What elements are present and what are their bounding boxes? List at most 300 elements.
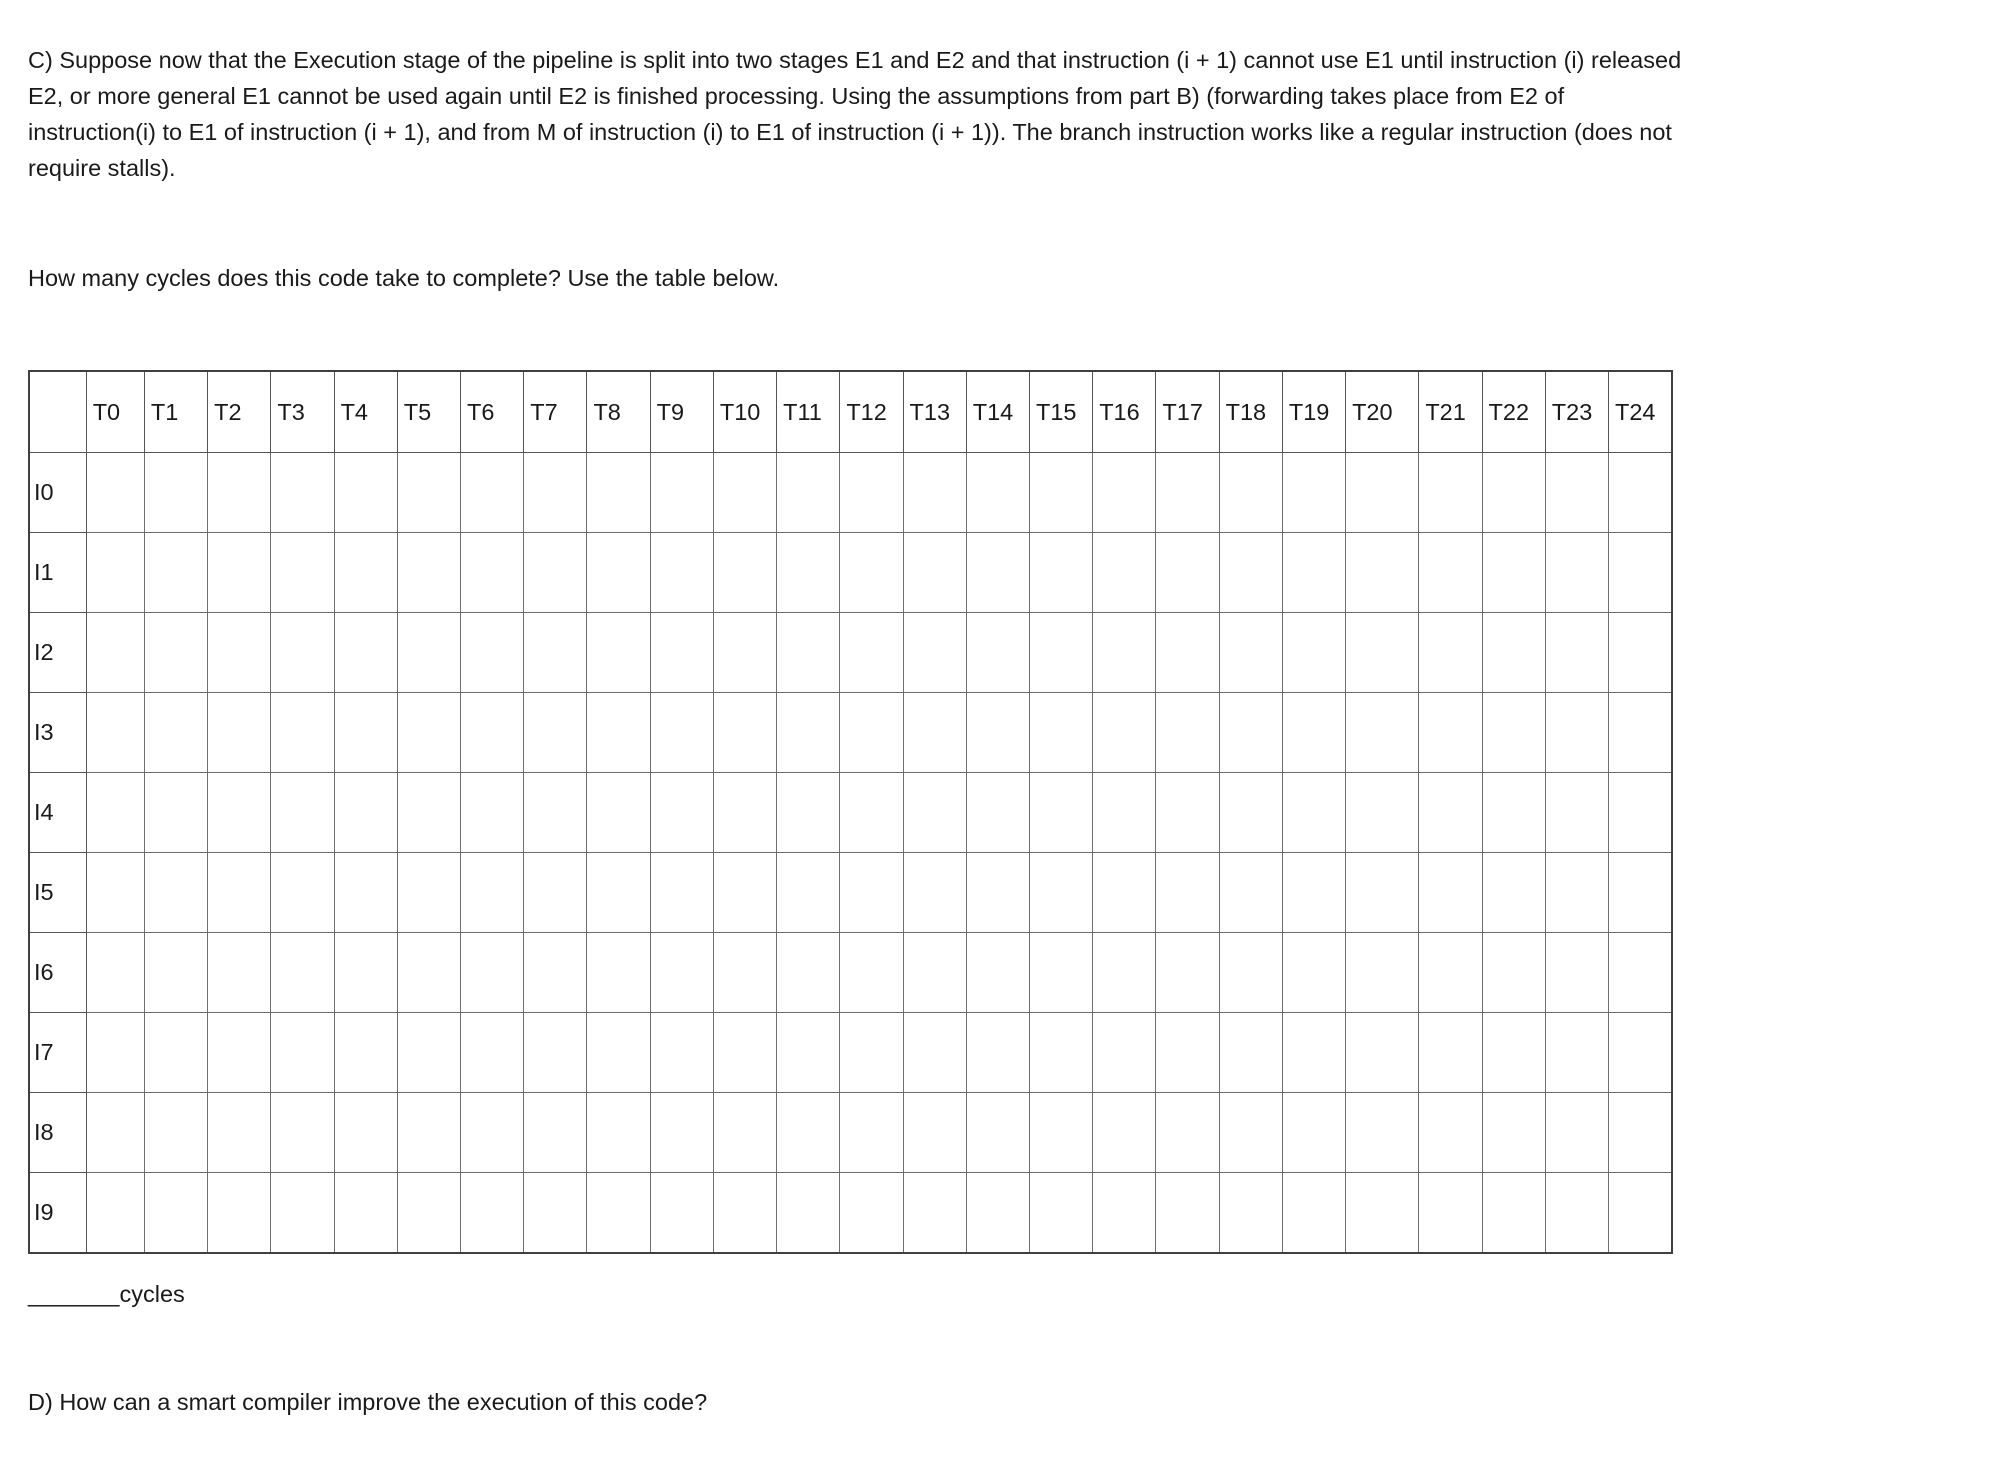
pipeline-stage-cell[interactable]: [271, 453, 334, 533]
pipeline-stage-cell[interactable]: [1419, 1173, 1482, 1254]
pipeline-stage-cell[interactable]: [1219, 533, 1282, 613]
pipeline-stage-cell[interactable]: [713, 1173, 776, 1254]
pipeline-stage-cell[interactable]: [86, 1173, 144, 1254]
pipeline-stage-cell[interactable]: [1346, 933, 1419, 1013]
pipeline-stage-cell[interactable]: [334, 1173, 397, 1254]
pipeline-stage-cell[interactable]: [1545, 613, 1608, 693]
pipeline-stage-cell[interactable]: [208, 453, 271, 533]
table-corner-cell: [29, 371, 86, 453]
time-header-cell: T17: [1156, 371, 1219, 453]
pipeline-stage-cell[interactable]: [1608, 693, 1672, 773]
pipeline-stage-cell[interactable]: [397, 1093, 460, 1173]
pipeline-stage-cell[interactable]: [650, 453, 713, 533]
pipeline-stage-cell[interactable]: [1093, 773, 1156, 853]
pipeline-stage-cell[interactable]: [1545, 1173, 1608, 1254]
pipeline-stage-cell[interactable]: [271, 693, 334, 773]
pipeline-stage-cell[interactable]: [461, 533, 524, 613]
time-header-cell: T15: [1029, 371, 1092, 453]
pipeline-stage-cell[interactable]: [461, 1093, 524, 1173]
pipeline-stage-cell[interactable]: [587, 533, 650, 613]
pipeline-stage-cell[interactable]: [461, 773, 524, 853]
pipeline-stage-cell[interactable]: [966, 1013, 1029, 1093]
pipeline-stage-cell[interactable]: [397, 933, 460, 1013]
time-header-cell: T6: [461, 371, 524, 453]
pipeline-stage-cell[interactable]: [840, 1093, 903, 1173]
pipeline-stage-cell[interactable]: [1282, 773, 1345, 853]
pipeline-stage-cell[interactable]: [144, 933, 207, 1013]
pipeline-stage-cell[interactable]: [86, 693, 144, 773]
pipeline-stage-cell[interactable]: [1346, 693, 1419, 773]
pipeline-stage-cell[interactable]: [271, 853, 334, 933]
pipeline-stage-cell[interactable]: [208, 933, 271, 1013]
pipeline-stage-cell[interactable]: [713, 533, 776, 613]
pipeline-stage-cell[interactable]: [1608, 773, 1672, 853]
pipeline-stage-cell[interactable]: [650, 693, 713, 773]
pipeline-stage-cell[interactable]: [1156, 533, 1219, 613]
pipeline-stage-cell[interactable]: [1219, 1013, 1282, 1093]
pipeline-stage-cell[interactable]: [777, 1173, 840, 1254]
pipeline-stage-cell[interactable]: [1419, 693, 1482, 773]
pipeline-stage-cell[interactable]: [86, 1093, 144, 1173]
pipeline-stage-cell[interactable]: [1608, 1173, 1672, 1254]
pipeline-stage-cell[interactable]: [1608, 613, 1672, 693]
pipeline-stage-cell[interactable]: [903, 933, 966, 1013]
pipeline-stage-cell[interactable]: [461, 693, 524, 773]
pipeline-stage-cell[interactable]: [208, 693, 271, 773]
pipeline-stage-cell[interactable]: [524, 1013, 587, 1093]
pipeline-stage-cell[interactable]: [1219, 613, 1282, 693]
table-row: [29, 933, 1672, 1013]
table-body: [29, 453, 1672, 1254]
pipeline-stage-cell[interactable]: [1156, 1013, 1219, 1093]
pipeline-stage-cell[interactable]: [777, 693, 840, 773]
pipeline-stage-cell[interactable]: [208, 1173, 271, 1254]
pipeline-stage-cell[interactable]: [840, 853, 903, 933]
pipeline-stage-cell[interactable]: [777, 853, 840, 933]
pipeline-stage-cell[interactable]: [461, 613, 524, 693]
pipeline-stage-cell[interactable]: [144, 1093, 207, 1173]
pipeline-stage-cell[interactable]: [903, 1093, 966, 1173]
pipeline-stage-cell[interactable]: [840, 453, 903, 533]
pipeline-stage-cell[interactable]: [1093, 1173, 1156, 1254]
pipeline-stage-cell[interactable]: [1608, 1093, 1672, 1173]
pipeline-stage-cell[interactable]: [208, 1013, 271, 1093]
pipeline-stage-cell[interactable]: [840, 613, 903, 693]
pipeline-stage-cell[interactable]: [903, 693, 966, 773]
pipeline-stage-cell[interactable]: [144, 613, 207, 693]
pipeline-stage-cell[interactable]: [1282, 613, 1345, 693]
pipeline-stage-cell[interactable]: [1093, 1093, 1156, 1173]
pipeline-stage-cell[interactable]: [587, 453, 650, 533]
pipeline-stage-cell[interactable]: [334, 773, 397, 853]
pipeline-stage-cell[interactable]: [271, 1093, 334, 1173]
pipeline-stage-cell[interactable]: [587, 933, 650, 1013]
pipeline-stage-cell[interactable]: [1093, 453, 1156, 533]
pipeline-stage-cell[interactable]: [1482, 853, 1545, 933]
time-header-cell: T24: [1608, 371, 1672, 453]
pipeline-stage-cell[interactable]: [1608, 853, 1672, 933]
pipeline-stage-cell[interactable]: [1346, 453, 1419, 533]
pipeline-stage-cell[interactable]: [1156, 613, 1219, 693]
table-row: [29, 453, 1672, 533]
pipeline-stage-cell[interactable]: [1482, 773, 1545, 853]
pipeline-stage-cell[interactable]: [1419, 1093, 1482, 1173]
pipeline-stage-cell[interactable]: [587, 1013, 650, 1093]
pipeline-stage-cell[interactable]: [524, 933, 587, 1013]
pipeline-stage-cell[interactable]: [461, 1173, 524, 1254]
pipeline-stage-cell[interactable]: [1093, 933, 1156, 1013]
pipeline-stage-cell[interactable]: [777, 773, 840, 853]
time-header-cell: T0: [86, 371, 144, 453]
pipeline-stage-cell[interactable]: [1482, 1013, 1545, 1093]
time-header-cell: T4: [334, 371, 397, 453]
pipeline-stage-cell[interactable]: [1219, 453, 1282, 533]
pipeline-stage-cell[interactable]: [650, 1173, 713, 1254]
pipeline-stage-cell[interactable]: [966, 613, 1029, 693]
time-header-cell: T16: [1093, 371, 1156, 453]
question-paragraph: How many cycles does this code take to complete? Use the table below.: [28, 265, 780, 291]
part-c-paragraph: C) Suppose now that the Execution stage of the pipeline is split into two stages E1 and E2 and that instruction (i + 1) cannot use E1 until instruction (i) released E2, or more general E1 cannot be used again until E2 is finished processing. Using the assumptions from part B) (forwarding takes place from E2 of instruction(i) to E1 of instruction (i + 1), and from M of instruction (i) to E1 of instruction (i + 1)). The branch instruction works like a regular instruction (does not require stalls).: [28, 47, 1682, 181]
pipeline-stage-cell[interactable]: [1029, 453, 1092, 533]
pipeline-stage-cell[interactable]: [397, 533, 460, 613]
pipeline-stage-cell[interactable]: [713, 1093, 776, 1173]
pipeline-stage-cell[interactable]: [1545, 693, 1608, 773]
pipeline-stage-cell[interactable]: [1282, 693, 1345, 773]
pipeline-stage-cell[interactable]: [587, 613, 650, 693]
pipeline-stage-cell[interactable]: [397, 1013, 460, 1093]
pipeline-stage-cell[interactable]: [903, 773, 966, 853]
pipeline-stage-cell[interactable]: [650, 1013, 713, 1093]
time-header-cell: T3: [271, 371, 334, 453]
pipeline-stage-cell[interactable]: [1029, 1013, 1092, 1093]
table-row: [29, 1173, 1672, 1254]
time-header-cell: T19: [1282, 371, 1345, 453]
pipeline-stage-cell[interactable]: [903, 1173, 966, 1254]
instruction-label-cell: I1: [29, 533, 86, 613]
pipeline-stage-cell[interactable]: [1156, 1173, 1219, 1254]
pipeline-stage-cell[interactable]: [1156, 453, 1219, 533]
table-header-row: [29, 371, 1672, 453]
pipeline-stage-cell[interactable]: [587, 1093, 650, 1173]
pipeline-stage-cell[interactable]: [966, 1093, 1029, 1173]
pipeline-stage-cell[interactable]: [713, 933, 776, 1013]
pipeline-stage-cell[interactable]: [524, 1093, 587, 1173]
pipeline-stage-cell[interactable]: [1219, 1093, 1282, 1173]
pipeline-stage-cell[interactable]: [1029, 613, 1092, 693]
pipeline-stage-cell[interactable]: [208, 853, 271, 933]
pipeline-stage-cell[interactable]: [334, 933, 397, 1013]
pipeline-stage-cell[interactable]: [1545, 773, 1608, 853]
pipeline-table: [28, 370, 1673, 1254]
instruction-label-cell: I4: [29, 773, 86, 853]
pipeline-stage-cell[interactable]: [1346, 1093, 1419, 1173]
table-row: [29, 853, 1672, 933]
pipeline-stage-cell[interactable]: [208, 533, 271, 613]
time-header-cell: T1: [144, 371, 207, 453]
pipeline-stage-cell[interactable]: [966, 533, 1029, 613]
cycles-answer-blank[interactable]: _______: [28, 1281, 120, 1307]
pipeline-stage-cell[interactable]: [1156, 853, 1219, 933]
pipeline-stage-cell[interactable]: [1482, 1173, 1545, 1254]
pipeline-stage-cell[interactable]: [1346, 533, 1419, 613]
pipeline-stage-cell[interactable]: [397, 1173, 460, 1254]
pipeline-stage-cell[interactable]: [650, 853, 713, 933]
pipeline-stage-cell[interactable]: [86, 933, 144, 1013]
pipeline-stage-cell[interactable]: [144, 773, 207, 853]
pipeline-stage-cell[interactable]: [1608, 533, 1672, 613]
pipeline-stage-cell[interactable]: [650, 533, 713, 613]
pipeline-stage-cell[interactable]: [144, 1013, 207, 1093]
pipeline-stage-cell[interactable]: [1029, 1093, 1092, 1173]
pipeline-stage-cell[interactable]: [1482, 693, 1545, 773]
pipeline-stage-cell[interactable]: [524, 773, 587, 853]
pipeline-stage-cell[interactable]: [1482, 533, 1545, 613]
pipeline-stage-cell[interactable]: [650, 773, 713, 853]
pipeline-stage-cell[interactable]: [903, 853, 966, 933]
pipeline-stage-cell[interactable]: [650, 613, 713, 693]
pipeline-stage-cell[interactable]: [966, 853, 1029, 933]
pipeline-stage-cell[interactable]: [713, 453, 776, 533]
pipeline-stage-cell[interactable]: [1419, 1013, 1482, 1093]
pipeline-stage-cell[interactable]: [587, 773, 650, 853]
pipeline-stage-cell[interactable]: [1545, 453, 1608, 533]
pipeline-stage-cell[interactable]: [1419, 453, 1482, 533]
pipeline-stage-cell[interactable]: [1219, 933, 1282, 1013]
pipeline-stage-cell[interactable]: [1482, 613, 1545, 693]
pipeline-stage-cell[interactable]: [397, 453, 460, 533]
pipeline-stage-cell[interactable]: [713, 613, 776, 693]
pipeline-stage-cell[interactable]: [1346, 613, 1419, 693]
time-header-cell: T12: [840, 371, 903, 453]
part-d-paragraph: D) How can a smart compiler improve the execution of this code?: [28, 1389, 708, 1415]
time-header-cell: T22: [1482, 371, 1545, 453]
instruction-label-cell: I3: [29, 693, 86, 773]
pipeline-stage-cell[interactable]: [1608, 453, 1672, 533]
pipeline-stage-cell[interactable]: [397, 773, 460, 853]
time-header-cell: T8: [587, 371, 650, 453]
time-header-cell: T18: [1219, 371, 1282, 453]
pipeline-stage-cell[interactable]: [840, 533, 903, 613]
time-header-cell: T2: [208, 371, 271, 453]
pipeline-stage-cell[interactable]: [397, 613, 460, 693]
pipeline-stage-cell[interactable]: [650, 1093, 713, 1173]
cycles-label: cycles: [119, 1281, 185, 1307]
pipeline-stage-cell[interactable]: [1219, 773, 1282, 853]
table-row: [29, 613, 1672, 693]
pipeline-stage-cell[interactable]: [966, 693, 1029, 773]
cycles-answer-line: [28, 1276, 1688, 1312]
pipeline-stage-cell[interactable]: [840, 1013, 903, 1093]
pipeline-stage-cell[interactable]: [1608, 933, 1672, 1013]
pipeline-stage-cell[interactable]: [397, 853, 460, 933]
pipeline-stage-cell[interactable]: [1346, 1173, 1419, 1254]
pipeline-stage-cell[interactable]: [966, 773, 1029, 853]
pipeline-stage-cell[interactable]: [334, 853, 397, 933]
pipeline-stage-cell[interactable]: [1156, 773, 1219, 853]
pipeline-stage-cell[interactable]: [1419, 933, 1482, 1013]
pipeline-stage-cell[interactable]: [1029, 533, 1092, 613]
time-header-cell: T14: [966, 371, 1029, 453]
pipeline-stage-cell[interactable]: [208, 773, 271, 853]
pipeline-stage-cell[interactable]: [777, 933, 840, 1013]
pipeline-stage-cell[interactable]: [524, 613, 587, 693]
pipeline-stage-cell[interactable]: [208, 613, 271, 693]
pipeline-stage-cell[interactable]: [966, 453, 1029, 533]
pipeline-stage-cell[interactable]: [334, 533, 397, 613]
pipeline-stage-cell[interactable]: [271, 1013, 334, 1093]
pipeline-stage-cell[interactable]: [208, 1093, 271, 1173]
pipeline-stage-cell[interactable]: [1156, 1093, 1219, 1173]
pipeline-stage-cell[interactable]: [840, 773, 903, 853]
pipeline-stage-cell[interactable]: [1545, 1013, 1608, 1093]
pipeline-stage-cell[interactable]: [334, 693, 397, 773]
pipeline-stage-cell[interactable]: [1093, 853, 1156, 933]
pipeline-stage-cell[interactable]: [144, 693, 207, 773]
pipeline-stage-cell[interactable]: [713, 1013, 776, 1093]
pipeline-stage-cell[interactable]: [144, 533, 207, 613]
pipeline-stage-cell[interactable]: [1482, 933, 1545, 1013]
pipeline-stage-cell[interactable]: [1219, 693, 1282, 773]
time-header-cell: T9: [650, 371, 713, 453]
pipeline-stage-cell[interactable]: [1419, 773, 1482, 853]
instruction-label-cell: I2: [29, 613, 86, 693]
pipeline-stage-cell[interactable]: [903, 453, 966, 533]
pipeline-stage-cell[interactable]: [1282, 453, 1345, 533]
pipeline-stage-cell[interactable]: [524, 1173, 587, 1254]
pipeline-stage-cell[interactable]: [1282, 1173, 1345, 1254]
time-header-cell: T21: [1419, 371, 1482, 453]
pipeline-stage-cell[interactable]: [461, 1013, 524, 1093]
pipeline-stage-cell[interactable]: [1419, 533, 1482, 613]
pipeline-stage-cell[interactable]: [1545, 533, 1608, 613]
pipeline-stage-cell[interactable]: [1093, 613, 1156, 693]
pipeline-stage-cell[interactable]: [713, 773, 776, 853]
pipeline-stage-cell[interactable]: [334, 613, 397, 693]
pipeline-stage-cell[interactable]: [271, 933, 334, 1013]
pipeline-stage-cell[interactable]: [966, 933, 1029, 1013]
pipeline-stage-cell[interactable]: [587, 693, 650, 773]
pipeline-stage-cell[interactable]: [1545, 933, 1608, 1013]
pipeline-stage-cell[interactable]: [271, 773, 334, 853]
pipeline-stage-cell[interactable]: [1219, 1173, 1282, 1254]
pipeline-stage-cell[interactable]: [1282, 1013, 1345, 1093]
pipeline-stage-cell[interactable]: [650, 933, 713, 1013]
table-row: [29, 773, 1672, 853]
pipeline-stage-cell[interactable]: [144, 453, 207, 533]
pipeline-stage-cell[interactable]: [587, 853, 650, 933]
pipeline-stage-cell[interactable]: [777, 453, 840, 533]
pipeline-stage-cell[interactable]: [334, 453, 397, 533]
pipeline-stage-cell[interactable]: [1282, 1093, 1345, 1173]
pipeline-stage-cell[interactable]: [1346, 773, 1419, 853]
pipeline-stage-cell[interactable]: [144, 853, 207, 933]
pipeline-stage-cell[interactable]: [86, 853, 144, 933]
pipeline-stage-cell[interactable]: [713, 693, 776, 773]
pipeline-stage-cell[interactable]: [1093, 1013, 1156, 1093]
pipeline-stage-cell[interactable]: [903, 613, 966, 693]
pipeline-stage-cell[interactable]: [334, 1013, 397, 1093]
pipeline-stage-cell[interactable]: [777, 1013, 840, 1093]
pipeline-stage-cell[interactable]: [1219, 853, 1282, 933]
time-header-cell: T13: [903, 371, 966, 453]
pipeline-stage-cell[interactable]: [966, 1173, 1029, 1254]
pipeline-stage-cell[interactable]: [1029, 693, 1092, 773]
pipeline-stage-cell[interactable]: [1282, 533, 1345, 613]
instruction-label-cell: I0: [29, 453, 86, 533]
pipeline-stage-cell[interactable]: [524, 853, 587, 933]
pipeline-stage-cell[interactable]: [1093, 533, 1156, 613]
pipeline-stage-cell[interactable]: [840, 693, 903, 773]
pipeline-stage-cell[interactable]: [271, 613, 334, 693]
pipeline-stage-cell[interactable]: [903, 1013, 966, 1093]
pipeline-stage-cell[interactable]: [86, 533, 144, 613]
pipeline-stage-cell[interactable]: [86, 1013, 144, 1093]
pipeline-stage-cell[interactable]: [587, 1173, 650, 1254]
pipeline-stage-cell[interactable]: [1282, 933, 1345, 1013]
pipeline-stage-cell[interactable]: [397, 693, 460, 773]
pipeline-stage-cell[interactable]: [1545, 853, 1608, 933]
time-header-cell: T11: [777, 371, 840, 453]
table-row: [29, 693, 1672, 773]
pipeline-stage-cell[interactable]: [461, 853, 524, 933]
pipeline-stage-cell[interactable]: [86, 453, 144, 533]
pipeline-stage-cell[interactable]: [1482, 1093, 1545, 1173]
instruction-label-cell: I8: [29, 1093, 86, 1173]
pipeline-stage-cell[interactable]: [840, 1173, 903, 1254]
pipeline-stage-cell[interactable]: [840, 933, 903, 1013]
pipeline-stage-cell[interactable]: [524, 453, 587, 533]
pipeline-stage-cell[interactable]: [86, 773, 144, 853]
pipeline-stage-cell[interactable]: [334, 1093, 397, 1173]
pipeline-stage-cell[interactable]: [1156, 693, 1219, 773]
pipeline-stage-cell[interactable]: [271, 533, 334, 613]
pipeline-stage-cell[interactable]: [271, 1173, 334, 1254]
pipeline-stage-cell[interactable]: [903, 533, 966, 613]
pipeline-stage-cell[interactable]: [524, 693, 587, 773]
pipeline-stage-cell[interactable]: [713, 853, 776, 933]
pipeline-stage-cell[interactable]: [461, 933, 524, 1013]
pipeline-stage-cell[interactable]: [777, 613, 840, 693]
pipeline-stage-cell[interactable]: [777, 1093, 840, 1173]
pipeline-stage-cell[interactable]: [1346, 1013, 1419, 1093]
table-row: [29, 1093, 1672, 1173]
pipeline-stage-cell[interactable]: [1545, 1093, 1608, 1173]
pipeline-stage-cell[interactable]: [1419, 853, 1482, 933]
pipeline-stage-cell[interactable]: [1282, 853, 1345, 933]
time-header-cell: T20: [1346, 371, 1419, 453]
pipeline-stage-cell[interactable]: [1346, 853, 1419, 933]
time-header-cell: T7: [524, 371, 587, 453]
instruction-label-cell: I6: [29, 933, 86, 1013]
pipeline-stage-cell[interactable]: [144, 1173, 207, 1254]
pipeline-stage-cell[interactable]: [1029, 773, 1092, 853]
pipeline-stage-cell[interactable]: [1029, 1173, 1092, 1254]
time-header-cell: T10: [713, 371, 776, 453]
time-header-cell: T5: [397, 371, 460, 453]
pipeline-stage-cell[interactable]: [461, 453, 524, 533]
pipeline-stage-cell[interactable]: [1029, 853, 1092, 933]
pipeline-stage-cell[interactable]: [86, 613, 144, 693]
pipeline-stage-cell[interactable]: [1156, 933, 1219, 1013]
pipeline-stage-cell[interactable]: [1419, 613, 1482, 693]
pipeline-stage-cell[interactable]: [1029, 933, 1092, 1013]
pipeline-stage-cell[interactable]: [524, 533, 587, 613]
pipeline-stage-cell[interactable]: [777, 533, 840, 613]
pipeline-stage-cell[interactable]: [1608, 1013, 1672, 1093]
table-row: [29, 533, 1672, 613]
pipeline-stage-cell[interactable]: [1093, 693, 1156, 773]
pipeline-stage-cell[interactable]: [1482, 453, 1545, 533]
